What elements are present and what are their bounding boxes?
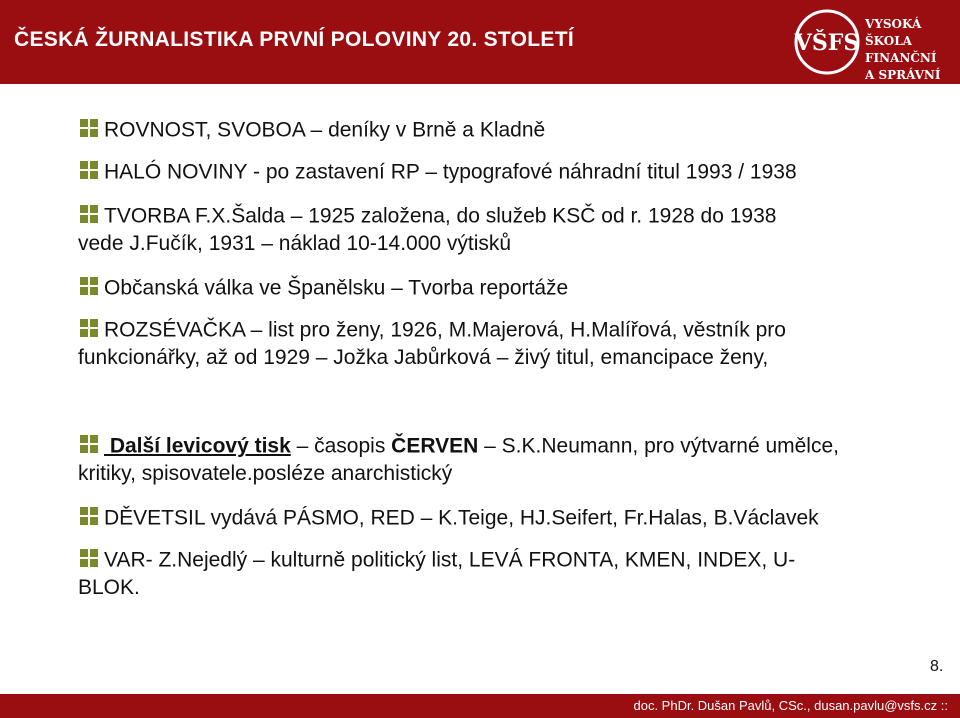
list-item-continuation: vede J.Fučík, 1931 – náklad 10-14.000 výtisků — [78, 232, 512, 256]
list-item-text-mid: – časopis — [290, 434, 392, 458]
square-grid-bullet-icon — [80, 549, 98, 567]
square-grid-bullet-icon — [80, 205, 98, 223]
further-left-press-link[interactable]: Další levicový tisk — [104, 434, 291, 458]
slide-title: ČESKÁ ŽURNALISTIKA PRVNÍ POLOVINY 20. STOLETÍ — [14, 28, 574, 51]
school-logo — [790, 0, 960, 84]
list-item — [80, 432, 839, 488]
list-item-text: DĚVETSIL vydává PÁSMO, RED – K.Teige, HJ.Seifert, Fr.Halas, B.Václavek — [104, 506, 819, 530]
list-item-continuation: BLOK. — [78, 576, 140, 600]
header-bar — [0, 0, 960, 84]
list-item-text: Občanská válka ve Španělsku – Tvorba reportáže — [104, 276, 569, 300]
list-item-continuation: kritiky, spisovatele.posléze anarchistický — [78, 462, 453, 486]
list-item-text: ROVNOST, SVOBOA – deníky v Brně a Kladně — [104, 118, 546, 142]
list-item-continuation: funkcionářky, až od 1929 – Jožka Jabůrková – živý titul, emancipace ženy, — [78, 346, 769, 370]
list-item-text-rest: – S.K.Neumann, pro výtvarné umělce, — [478, 434, 839, 458]
list-item-text: HALÓ NOVINY - po zastavení RP – typografové náhradní titul 1993 / 1938 — [104, 160, 797, 184]
list-item — [80, 116, 545, 144]
page-number: 8. — [930, 658, 944, 675]
list-item — [80, 316, 786, 372]
list-item — [80, 158, 797, 186]
logo-line-1: VYSOKÁ ŠKOLA — [865, 17, 922, 48]
square-grid-bullet-icon — [80, 435, 98, 453]
logo-mark-text: VŠFS — [794, 30, 860, 56]
vsfs-logo-icon — [792, 6, 862, 78]
list-item-text: TVORBA F.X.Šalda – 1925 založena, do služeb KSČ od r. 1928 do 1938 — [104, 204, 777, 228]
logo-line-3: A SPRÁVNÍ — [865, 68, 941, 82]
footer-author: doc. PhDr. Dušan Pavlů, CSc., dusan.pavlu@vsfs.cz :: — [633, 698, 948, 713]
logo-text — [865, 16, 960, 84]
square-grid-bullet-icon — [80, 119, 98, 137]
cerven-title: ČERVEN — [391, 434, 479, 458]
list-item-text: VAR- Z.Nejedlý – kulturně politický list, LEVÁ FRONTA, KMEN, INDEX, U- — [104, 548, 796, 572]
square-grid-bullet-icon — [80, 277, 98, 295]
square-grid-bullet-icon — [80, 161, 98, 179]
list-item — [80, 546, 795, 602]
list-item — [80, 504, 819, 532]
list-item-text — [104, 434, 839, 457]
list-item — [80, 202, 776, 258]
square-grid-bullet-icon — [80, 507, 98, 525]
list-item-text: ROZSÉVAČKA – list pro ženy, 1926, M.Majerová, H.Malířová, věstník pro — [104, 318, 786, 342]
logo-line-2: FINANČNÍ — [865, 51, 937, 65]
list-item — [80, 274, 568, 302]
square-grid-bullet-icon — [80, 319, 98, 337]
footer-bar — [0, 694, 960, 718]
